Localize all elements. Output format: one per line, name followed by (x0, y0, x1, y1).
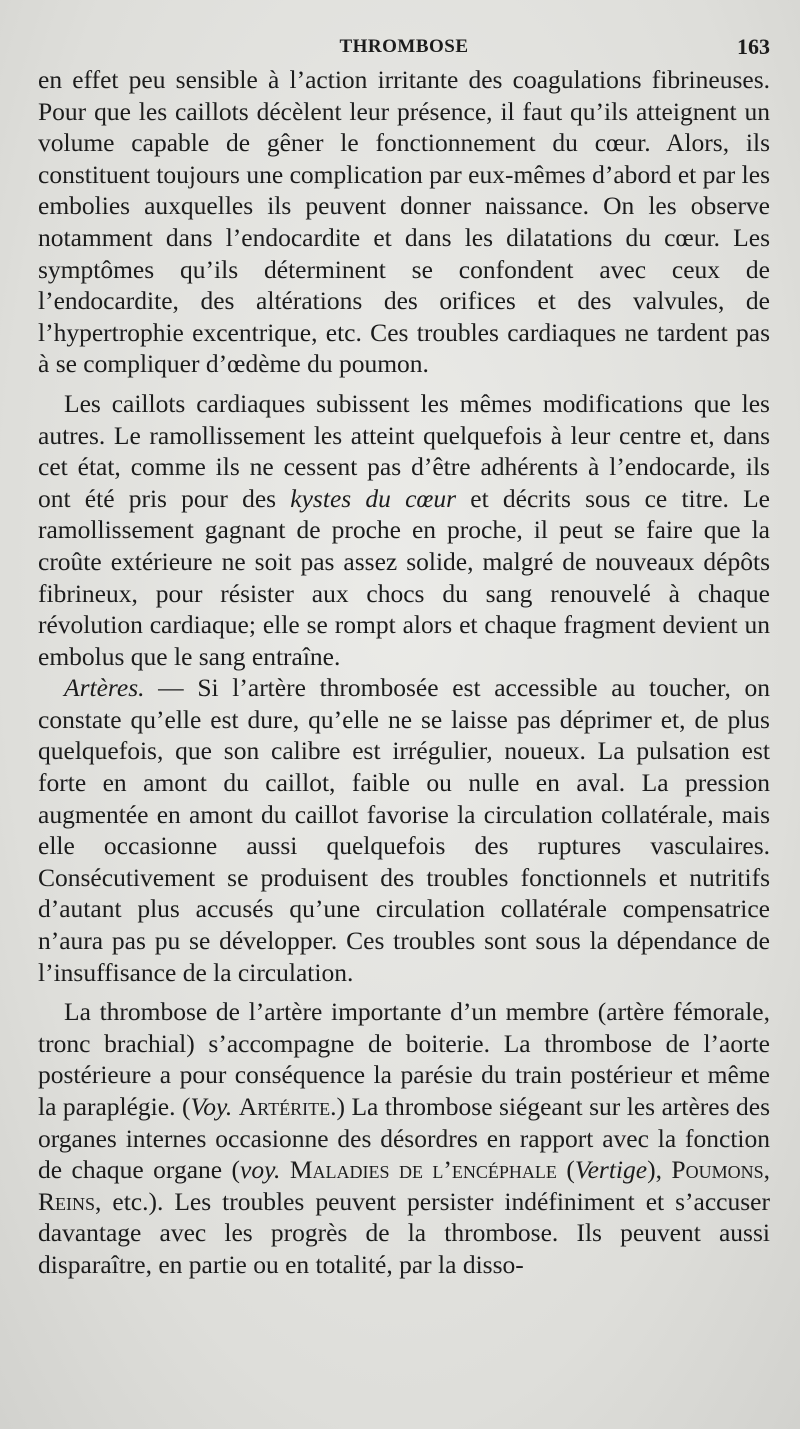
paragraph-arteries (38, 672, 770, 988)
paragraph-text: — Si l’artère thrombosée est accessible au toucher, on constate qu’elle est dure, qu’elle ne se laisse pas déprimer et, de plus quelquefois, que son calibre est irrégulier, noueux. La pulsation est forte en amont du caillot, faible ou nulle en aval. La pression augmentée en amont du caillot favorise la circulation collatérale, mais elle occasionne aussi quelquefois des ruptures vasculaires. Consécutivement se produisent des troubles fonctionnels et nutritifs d’autant plus accusés qu’une circulation collatérale compensatrice n’aura pas pu se développer. Ces troubles sont sous la dépendance de l’insuffisance de la circulation. (38, 673, 770, 987)
cross-reference-voy: voy. (240, 1155, 281, 1185)
paragraph-artery-thrombosis (38, 996, 770, 1280)
page-number: 163 (737, 34, 770, 59)
paragraph-text: en effet peu sensible à l’action irritante des coagulations fibrineuses. Pour que les caillots décèlent leur présence, il faut qu’ils atteignent un volume capable de gêner le fonctionnement du cœur. Alors, ils constituent toujours une complication par eux-mêmes d’abord et par les embolies auxquelles ils peuvent donner naissance. On les observe notamment dans l’endocardite et dans les dilatations du cœur. Les symptômes qu’ils déterminent se confondent avec ceux de l’endocardite, des altérations des orifices et des valvules, de l’hypertrophie excentrique, etc. Ces troubles cardiaques ne tardent pas à se compliquer d’œdème du poumon. (38, 65, 770, 379)
paragraph-continuation (38, 64, 770, 380)
cross-reference: Maladies de l’encéphale (289, 1155, 557, 1185)
paragraph-cardiac-clots (38, 388, 770, 672)
running-head (38, 30, 770, 64)
cross-reference-voy: Voy. (190, 1092, 233, 1121)
paragraph-text: ), (647, 1155, 672, 1185)
cross-reference: Reins (38, 1186, 96, 1216)
paragraph-text: , etc.). Les troubles peuvent persister indéfiniment et s’accuser davantage avec les progrès de la thrombose. Ils peuvent aussi disparaître, en partie ou en totalité, par la disso- (38, 1186, 770, 1279)
paragraph-text: et décrits sous ce titre. Le ramollissement gagnant de proche en proche, il peut se faire que la croûte extérieure ne soit pas assez solide, malgré de nouveaux dépôts fibrineux, pour résister aux chocs du sang renouvelé à chaque révolution cardiaque; elle se rompt alors et chaque fragment devient un embolus que le sang entraîne. (38, 483, 770, 671)
section-label: Artères. (64, 673, 145, 703)
body-text (38, 64, 770, 1281)
cross-reference: Poumons (671, 1155, 764, 1185)
paragraph-text: La thrombose de l’artère importante d’un membre (artère fémorale, tronc brachial) s’accompagne de boiterie. La thrombose de l’aorte postérieure a pour conséquence la parésie du train postérieur et même la paraplégie. ( (38, 997, 770, 1121)
italic-term: Vertige (574, 1155, 648, 1185)
paragraph-text: Les caillots cardiaques subissent les mêmes modifications que les autres. Le ramollissement les atteint quelquefois à leur centre et, dans cet état, comme ils ne cessent pas d’être adhérents à l’endocarde, ils ont été pris pour des (38, 388, 770, 513)
paragraph-text: , (763, 1155, 770, 1185)
cross-reference: Artérite (238, 1092, 331, 1121)
italic-term: kystes du cœur (290, 483, 457, 513)
paragraph-text: ( (556, 1155, 575, 1185)
running-title: THROMBOSE (339, 36, 469, 57)
paragraph-text: .) La thrombose siégeant sur les artères des organes internes occasionne des désordres en rapport avec la fonction de chaque organe ( (38, 1092, 771, 1185)
